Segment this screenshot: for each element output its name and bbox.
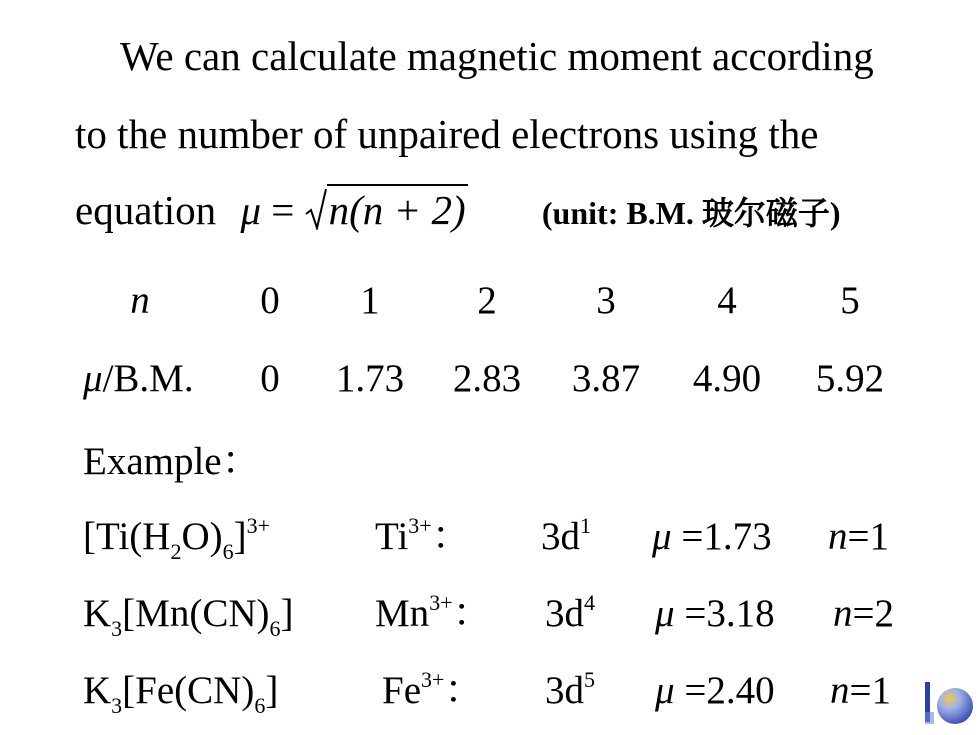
equation-mu: μ [240, 187, 262, 233]
table-header-n: n [130, 279, 150, 322]
example-config: $3d^4$ [545, 590, 595, 635]
intro-line-2: to the number of unpaired electrons using the [75, 111, 819, 157]
table-mu-value: 5.92 [815, 357, 885, 400]
sqrt-expression [305, 184, 468, 234]
table-mu-value: 1.73 [335, 357, 405, 400]
example-complex: $[Ti(H_2O)_6]^{3+}$ [83, 513, 271, 564]
slide-logo-icon [923, 682, 975, 728]
example-n: n=1 [828, 515, 889, 558]
table-mu-value: 0 [260, 357, 280, 400]
example-mu: μ =2.40 [655, 669, 775, 712]
example-config: $3d^1$ [541, 513, 591, 558]
example-complex: $K_3[Mn(CN)_6]$ [83, 592, 294, 641]
equation-equals: = [261, 187, 305, 233]
equation-line [75, 184, 841, 237]
table-n-value: 5 [840, 279, 860, 322]
intro-line-1: We can calculate magnetic moment according [120, 33, 874, 79]
example-ion: $Mn^{3+}$： [375, 590, 492, 635]
table-n-value: 2 [477, 279, 497, 322]
unit-note: (unit: B.M. 玻尔磁子) [541, 195, 841, 231]
table-mu-value: 4.90 [692, 357, 762, 400]
example-ion: $Fe^{3+}$： [382, 667, 484, 712]
example-mu: μ =1.73 [652, 515, 772, 558]
equation-radicand: n(n + 2) [327, 184, 468, 234]
sqrt-sign-icon [305, 188, 327, 230]
example-complex: $K_3[Fe(CN)_6]$ [83, 669, 279, 718]
example-n: n=2 [833, 592, 894, 635]
equation-formula [240, 184, 467, 234]
example-n: n=1 [830, 669, 891, 712]
example-config: $3d^5$ [545, 667, 595, 712]
equation-prefix: equation [75, 187, 217, 233]
table-n-value: 3 [596, 279, 616, 322]
table-n-value: 0 [260, 279, 280, 322]
table-n-value: 4 [717, 279, 737, 322]
table-mu-value: 3.87 [571, 357, 641, 400]
table-mu-value: 2.83 [452, 357, 522, 400]
example-mu: μ =3.18 [655, 592, 775, 635]
table-mu-label: μ/B.M. [83, 357, 194, 400]
example-ion: $Ti^{3+}$： [375, 513, 471, 558]
example-label: Example： [83, 440, 261, 483]
table-n-value: 1 [360, 279, 380, 322]
